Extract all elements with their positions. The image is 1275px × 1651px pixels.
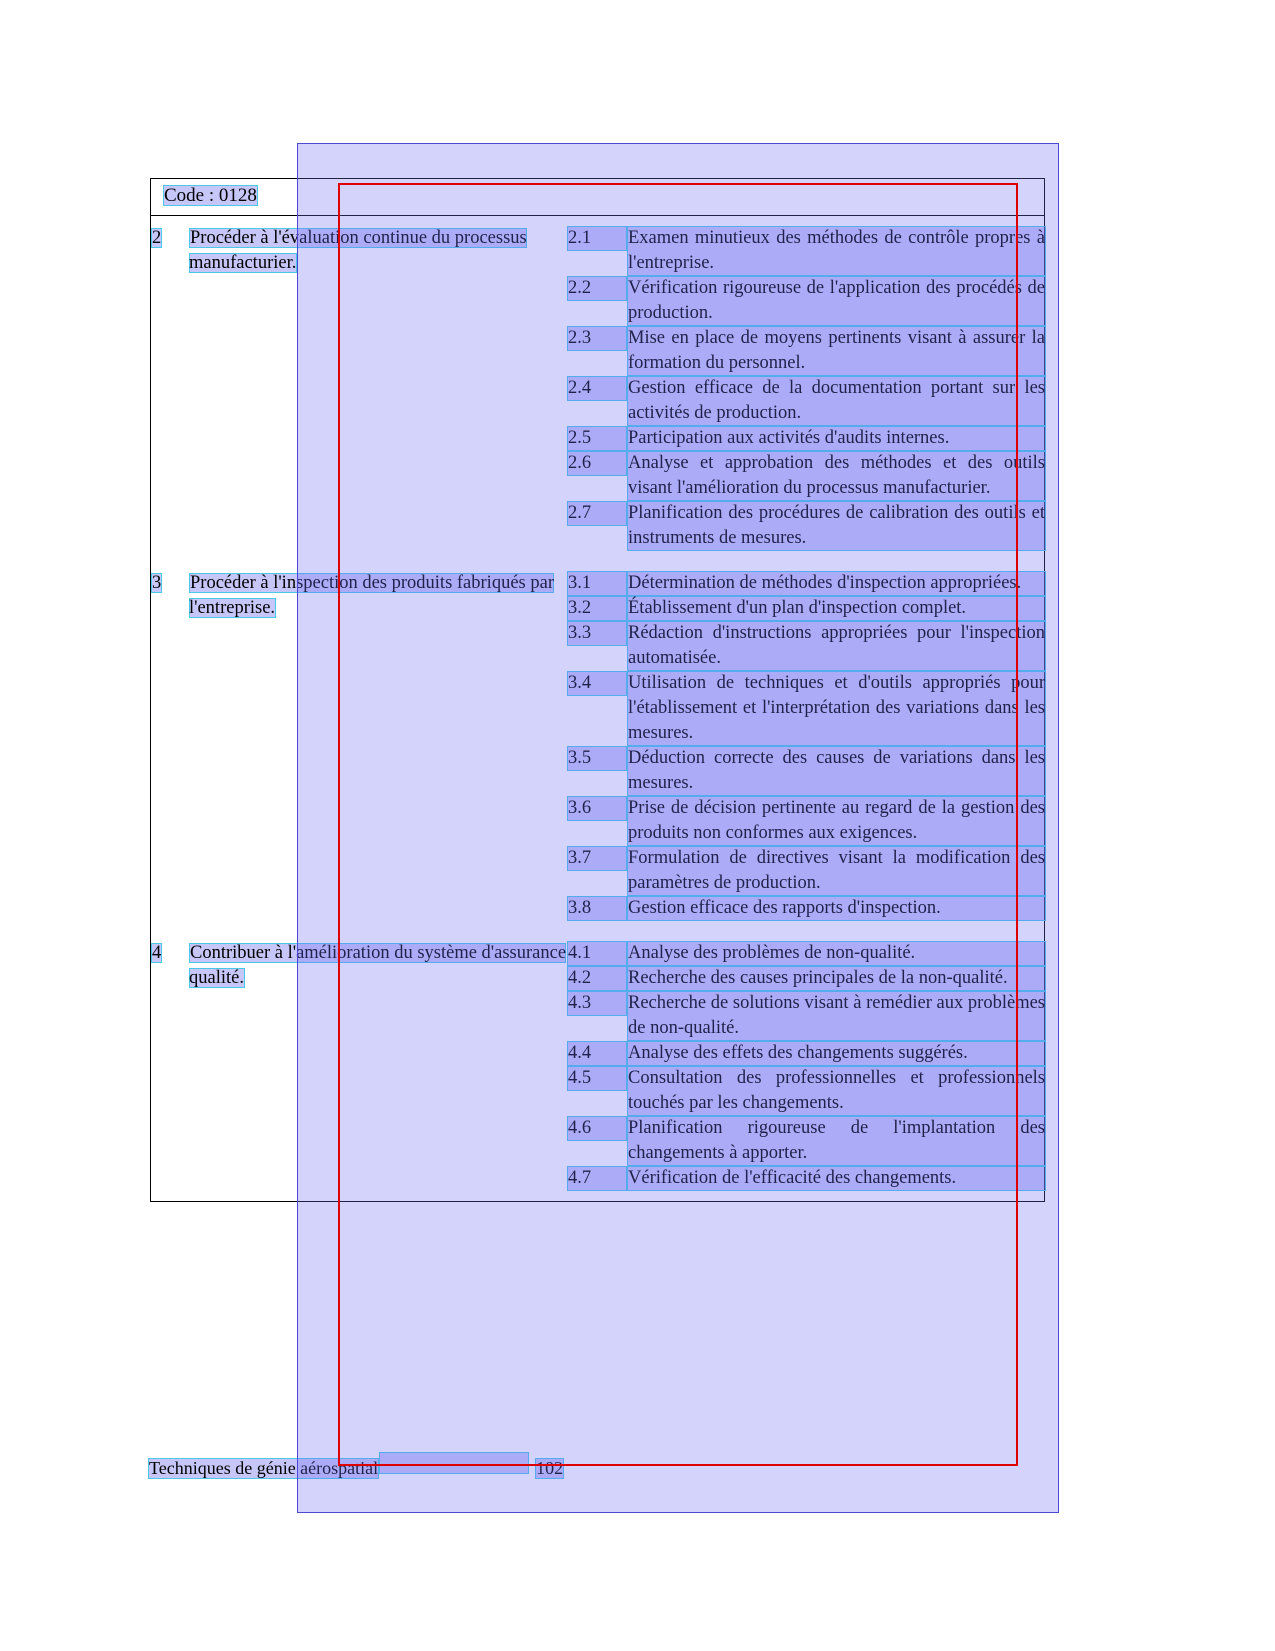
list-item bbox=[567, 426, 1046, 451]
element-number: 2.2 bbox=[567, 276, 627, 301]
element-number: 4.1 bbox=[567, 941, 627, 966]
competency-title: Procéder à l'évaluation continue du processus manufacturier. bbox=[189, 228, 527, 273]
list-item bbox=[567, 896, 1046, 921]
list-item bbox=[567, 326, 1046, 376]
competency-number: 4 bbox=[152, 943, 162, 963]
list-item bbox=[567, 376, 1046, 426]
competency-number-cell bbox=[151, 931, 189, 1201]
competency-number-cell bbox=[151, 216, 189, 561]
table-row bbox=[151, 931, 1046, 1201]
element-number: 3.7 bbox=[567, 846, 627, 871]
element-number: 2.5 bbox=[567, 426, 627, 451]
footer-page-number: 102 bbox=[536, 1458, 564, 1478]
element-text: Recherche de solutions visant à remédier aux problèmes de non-qualité. bbox=[627, 991, 1046, 1041]
element-number: 2.6 bbox=[567, 451, 627, 476]
element-number: 2.4 bbox=[567, 376, 627, 401]
competency-number: 2 bbox=[152, 228, 162, 248]
element-text: Participation aux activités d'audits internes. bbox=[627, 426, 1046, 451]
list-item bbox=[567, 966, 1046, 991]
list-item bbox=[567, 596, 1046, 621]
list-item bbox=[567, 991, 1046, 1041]
list-item bbox=[567, 451, 1046, 501]
element-text: Analyse des effets des changements suggérés. bbox=[627, 1041, 1046, 1066]
element-number: 4.6 bbox=[567, 1116, 627, 1141]
page-footer bbox=[148, 1452, 908, 1479]
element-number: 4.4 bbox=[567, 1041, 627, 1066]
competency-title: Procéder à l'inspection des produits fabriqués par l'entreprise. bbox=[189, 573, 554, 618]
footer-spacer bbox=[379, 1452, 529, 1474]
element-number: 3.4 bbox=[567, 671, 627, 696]
element-number: 3.5 bbox=[567, 746, 627, 771]
list-item bbox=[567, 1066, 1046, 1116]
element-text: Recherche des causes principales de la non-qualité. bbox=[627, 966, 1046, 991]
element-text: Vérification rigoureuse de l'application des procédés de production. bbox=[627, 276, 1046, 326]
element-text: Consultation des professionnelles et professionnels touchés par les changements. bbox=[627, 1066, 1046, 1116]
list-item bbox=[567, 941, 1046, 966]
element-number: 2.3 bbox=[567, 326, 627, 351]
element-text: Mise en place de moyens pertinents visant à assurer la formation du personnel. bbox=[627, 326, 1046, 376]
element-text: Détermination de méthodes d'inspection appropriées. bbox=[627, 571, 1046, 596]
competencies-table bbox=[151, 216, 1046, 1201]
element-text: Utilisation de techniques et d'outils appropriés pour l'établissement et l'interprétation des variations dans les mesures. bbox=[627, 671, 1046, 746]
list-item bbox=[567, 796, 1046, 846]
element-text: Rédaction d'instructions appropriées pour l'inspection automatisée. bbox=[627, 621, 1046, 671]
element-number: 4.7 bbox=[567, 1166, 627, 1191]
element-number: 2.7 bbox=[567, 501, 627, 526]
element-text: Planification des procédures de calibration des outils et instruments de mesures. bbox=[627, 501, 1046, 551]
competency-elements-cell bbox=[567, 931, 1046, 1201]
competency-number-cell bbox=[151, 561, 189, 931]
list-item bbox=[567, 226, 1046, 276]
table-row bbox=[151, 561, 1046, 931]
list-item bbox=[567, 1041, 1046, 1066]
element-number: 3.8 bbox=[567, 896, 627, 921]
element-text: Examen minutieux des méthodes de contrôle propres à l'entreprise. bbox=[627, 226, 1046, 276]
element-text: Prise de décision pertinente au regard de la gestion des produits non conformes aux exigences. bbox=[627, 796, 1046, 846]
list-item bbox=[567, 1116, 1046, 1166]
competency-elements-cell bbox=[567, 216, 1046, 561]
element-text: Analyse des problèmes de non-qualité. bbox=[627, 941, 1046, 966]
element-text: Déduction correcte des causes de variations dans les mesures. bbox=[627, 746, 1046, 796]
table-row bbox=[151, 216, 1046, 561]
list-item bbox=[567, 1166, 1046, 1191]
code-row bbox=[151, 179, 1044, 216]
competency-title-cell bbox=[189, 931, 567, 1201]
list-item bbox=[567, 501, 1046, 551]
list-item bbox=[567, 746, 1046, 796]
element-number: 3.1 bbox=[567, 571, 627, 596]
element-text: Gestion efficace de la documentation portant sur les activités de production. bbox=[627, 376, 1046, 426]
competency-title-cell bbox=[189, 561, 567, 931]
document-page bbox=[150, 178, 1045, 1202]
element-text: Formulation de directives visant la modification des paramètres de production. bbox=[627, 846, 1046, 896]
element-text: Gestion efficace des rapports d'inspection. bbox=[627, 896, 1046, 921]
element-number: 4.5 bbox=[567, 1066, 627, 1091]
competency-number: 3 bbox=[152, 573, 162, 593]
element-number: 3.3 bbox=[567, 621, 627, 646]
element-number: 4.3 bbox=[567, 991, 627, 1016]
list-item bbox=[567, 276, 1046, 326]
competency-title-cell bbox=[189, 216, 567, 561]
element-number: 3.6 bbox=[567, 796, 627, 821]
element-number: 4.2 bbox=[567, 966, 627, 991]
competency-elements-cell bbox=[567, 561, 1046, 931]
competency-title: Contribuer à l'amélioration du système d'assurance qualité. bbox=[189, 943, 567, 988]
competencies-body bbox=[151, 216, 1046, 1201]
list-item bbox=[567, 671, 1046, 746]
element-number: 3.2 bbox=[567, 596, 627, 621]
list-item bbox=[567, 571, 1046, 596]
element-text: Établissement d'un plan d'inspection complet. bbox=[627, 596, 1046, 621]
list-item bbox=[567, 621, 1046, 671]
footer-title: Techniques de génie aérospatial bbox=[149, 1458, 379, 1478]
code-value: Code : 0128 bbox=[164, 185, 257, 206]
element-text: Analyse et approbation des méthodes et des outils visant l'amélioration du processus manufacturier. bbox=[627, 451, 1046, 501]
list-item bbox=[567, 846, 1046, 896]
element-text: Planification rigoureuse de l'implantation des changements à apporter. bbox=[627, 1116, 1046, 1166]
element-text: Vérification de l'efficacité des changements. bbox=[627, 1166, 1046, 1191]
element-number: 2.1 bbox=[567, 226, 627, 251]
